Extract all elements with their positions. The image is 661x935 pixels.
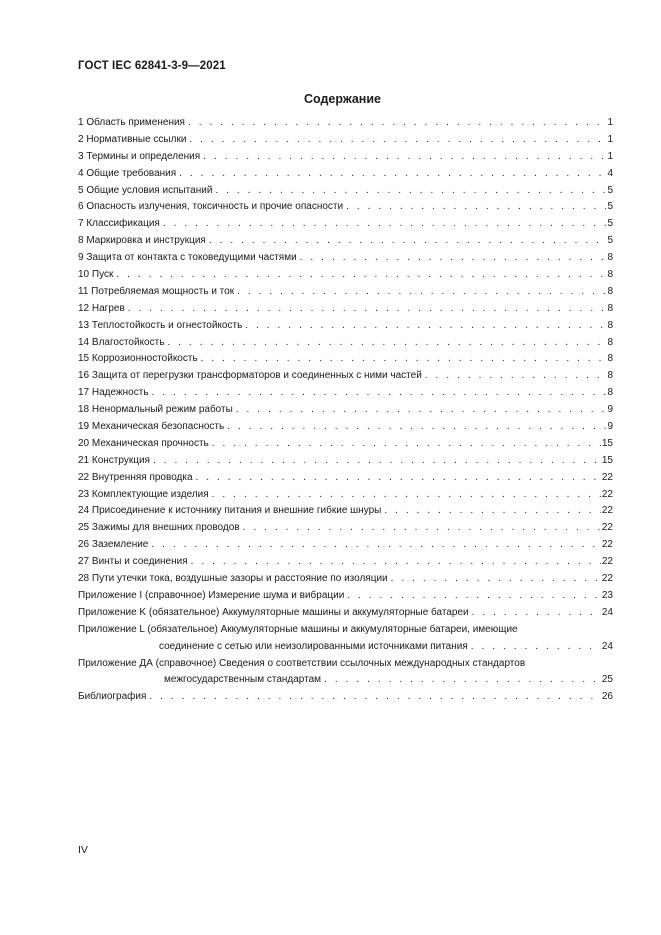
toc-entry-label: 26 Заземление <box>78 539 149 551</box>
annex-l-line1: Приложение L (обязательное) Аккумуляторные машины и аккумуляторные батареи, имеющие <box>78 623 518 635</box>
leader-dots <box>384 503 601 520</box>
leader-dots <box>243 520 601 537</box>
toc-entry-label: 15 Коррозионностойкость <box>78 353 198 365</box>
toc-entry-page: 15 <box>601 454 613 466</box>
toc-entry-page: 15 <box>601 437 613 449</box>
toc-entry-annex-da[interactable] <box>78 656 613 690</box>
bibliography-label: Библиография <box>78 691 147 703</box>
toc-entry-page: 9 <box>607 404 613 416</box>
leader-dots <box>116 267 606 284</box>
page-number: IV <box>78 844 88 856</box>
toc-entry[interactable] <box>78 470 613 487</box>
bibliography-page: 26 <box>601 691 613 703</box>
toc-entry[interactable] <box>78 436 613 453</box>
toc-entry-page: 24 <box>601 606 613 618</box>
leader-dots <box>201 351 607 368</box>
toc-entry-bibliography[interactable] <box>78 689 613 706</box>
leader-dots <box>425 368 607 385</box>
toc-entry-label: 13 Теплостойкость и огнестойкость <box>78 319 243 331</box>
toc-entry[interactable] <box>78 335 613 352</box>
leader-dots <box>472 605 601 622</box>
toc-entry[interactable] <box>78 537 613 554</box>
toc-entry[interactable] <box>78 351 613 368</box>
toc-entry-page: 1 <box>607 117 613 128</box>
toc-entry-label: 2 Нормативные ссылки <box>78 133 187 145</box>
toc-entry-label: 11 Потребляемая мощность и ток <box>78 285 235 297</box>
toc-entry[interactable] <box>78 605 613 622</box>
leader-dots <box>151 537 601 554</box>
leader-dots <box>212 436 601 453</box>
toc-entries <box>78 115 613 622</box>
toc-entry-page: 5 <box>607 218 613 230</box>
toc-entry-label: 12 Нагрев <box>78 302 125 314</box>
leader-dots <box>179 166 606 183</box>
toc-entry-label: 14 Влагостойкость <box>78 336 165 348</box>
toc-entry-label: 10 Пуск <box>78 269 114 281</box>
document-header: ГОСТ IEC 62841-3-9—2021 <box>78 60 226 72</box>
toc-entry-page: 22 <box>601 505 613 517</box>
toc-entry-label: 5 Общие условия испытаний <box>78 184 213 196</box>
toc-entry[interactable] <box>78 503 613 520</box>
toc-entry[interactable] <box>78 250 613 267</box>
toc-entry-label: 4 Общие требования <box>78 167 177 179</box>
toc-entry-label: 9 Защита от контакта с токоведущими частями <box>78 252 297 264</box>
annex-da-line1: Приложение ДА (справочное) Сведения о соответствии ссылочных международных стандартов <box>78 657 526 669</box>
toc-entry-page: 9 <box>607 421 613 433</box>
toc-entry-page: 22 <box>601 522 613 534</box>
leader-dots <box>212 487 601 504</box>
toc-entry[interactable] <box>78 216 613 233</box>
toc-entry-page: 23 <box>601 589 613 601</box>
toc-entry[interactable] <box>78 149 613 166</box>
toc-entry-page: 22 <box>601 471 613 483</box>
toc-entry[interactable] <box>78 520 613 537</box>
toc-entry-page: 8 <box>607 319 613 331</box>
leader-dots <box>236 402 607 419</box>
toc-entry-label: 17 Надежность <box>78 387 149 399</box>
leader-dots <box>189 132 606 149</box>
annex-l-line2: соединение с сетью или неизолированными источниками питания <box>159 640 468 652</box>
toc-entry[interactable] <box>78 301 613 318</box>
toc-entry[interactable] <box>78 588 613 605</box>
toc-entry[interactable] <box>78 183 613 200</box>
leader-dots <box>324 672 601 689</box>
toc-entry[interactable] <box>78 419 613 436</box>
toc-entry[interactable] <box>78 233 613 250</box>
toc-entry[interactable] <box>78 385 613 402</box>
leader-dots <box>209 233 607 250</box>
toc-entry-label: Приложение K (обязательное) Аккумуляторные машины и аккумуляторные батареи <box>78 606 469 618</box>
toc-entry[interactable] <box>78 453 613 470</box>
toc-title: Содержание <box>303 92 381 106</box>
table-of-contents <box>78 115 613 706</box>
leader-dots <box>188 115 606 132</box>
annex-da-page: 25 <box>601 674 613 686</box>
leader-dots <box>153 453 601 470</box>
toc-entry-label: 22 Внутренняя проводка <box>78 471 193 483</box>
leader-dots <box>203 149 606 166</box>
annex-da-line2-row <box>78 672 613 689</box>
toc-entry-label: 25 Зажимы для внешних проводов <box>78 522 240 534</box>
toc-entry-page: 8 <box>607 252 613 264</box>
toc-entry-page: 5 <box>607 235 613 247</box>
leader-dots <box>471 639 601 656</box>
toc-entry-annex-l[interactable] <box>78 622 613 656</box>
leader-dots <box>191 554 601 571</box>
toc-entry[interactable] <box>78 554 613 571</box>
toc-entry[interactable] <box>78 402 613 419</box>
toc-entry-page: 4 <box>607 167 613 179</box>
annex-l-line2-row <box>78 639 613 656</box>
toc-entry[interactable] <box>78 571 613 588</box>
toc-entry[interactable] <box>78 115 613 132</box>
toc-entry-label: 28 Пути утечки тока, воздушные зазоры и расстояние по изоляции <box>78 573 388 585</box>
leader-dots <box>128 301 607 318</box>
toc-entry-label: 23 Комплектующие изделия <box>78 488 209 500</box>
toc-entry-page: 22 <box>601 539 613 551</box>
toc-entry-page: 22 <box>601 556 613 568</box>
toc-entry[interactable] <box>78 166 613 183</box>
toc-entry-label: 27 Винты и соединения <box>78 556 188 568</box>
leader-dots <box>163 216 607 233</box>
toc-entry-label: 19 Механическая безопасность <box>78 421 225 433</box>
annex-l-page: 24 <box>601 640 613 652</box>
leader-dots <box>215 183 606 200</box>
toc-entry-page: 1 <box>607 150 613 162</box>
toc-entry[interactable] <box>78 199 613 216</box>
toc-entry-label: 6 Опасность излучения, токсичность и прочие опасности <box>78 201 344 213</box>
toc-entry-page: 8 <box>607 302 613 314</box>
toc-entry-label: 3 Термины и определения <box>78 150 201 162</box>
toc-entry-page: 22 <box>601 488 613 500</box>
toc-entry-label: 1 Область применения <box>78 117 185 128</box>
leader-dots <box>149 689 600 706</box>
toc-entry-page: 8 <box>607 370 613 382</box>
toc-entry-page: 5 <box>607 184 613 196</box>
leader-dots <box>237 284 606 301</box>
toc-entry[interactable] <box>78 284 613 301</box>
leader-dots <box>167 335 606 352</box>
toc-entry-page: 8 <box>607 336 613 348</box>
leader-dots <box>346 199 606 216</box>
leader-dots <box>227 419 606 436</box>
toc-entry[interactable] <box>78 487 613 504</box>
toc-entry[interactable] <box>78 368 613 385</box>
leader-dots <box>152 385 607 402</box>
toc-entry-label: 18 Ненормальный режим работы <box>78 404 233 416</box>
toc-entry-label: 16 Защита от перегрузки трансформаторов и соединенных с ними частей <box>78 370 422 382</box>
toc-entry-page: 5 <box>607 201 613 213</box>
leader-dots <box>391 571 601 588</box>
toc-entry-page: 8 <box>607 353 613 365</box>
annex-da-line2: межгосударственным стандартам <box>164 674 322 686</box>
toc-entry-label: 7 Классификация <box>78 218 160 230</box>
leader-dots <box>245 318 606 335</box>
toc-entry[interactable] <box>78 132 613 149</box>
toc-entry[interactable] <box>78 267 613 284</box>
toc-entry-page: 8 <box>607 285 613 297</box>
toc-entry-page: 8 <box>607 387 613 399</box>
toc-entry[interactable] <box>78 318 613 335</box>
toc-entry-label: Приложение I (справочное) Измерение шума и вибрации <box>78 589 345 601</box>
leader-dots <box>347 588 601 605</box>
toc-entry-label: 20 Механическая прочность <box>78 437 209 449</box>
leader-dots <box>196 470 601 487</box>
toc-entry-page: 22 <box>601 573 613 585</box>
toc-entry-label: 21 Конструкция <box>78 454 150 466</box>
toc-entry-label: 24 Присоединение к источнику питания и внешние гибкие шнуры <box>78 505 382 517</box>
toc-entry-page: 8 <box>607 269 613 281</box>
toc-entry-page: 1 <box>607 133 613 145</box>
toc-entry-label: 8 Маркировка и инструкция <box>78 235 206 247</box>
leader-dots <box>300 250 607 267</box>
